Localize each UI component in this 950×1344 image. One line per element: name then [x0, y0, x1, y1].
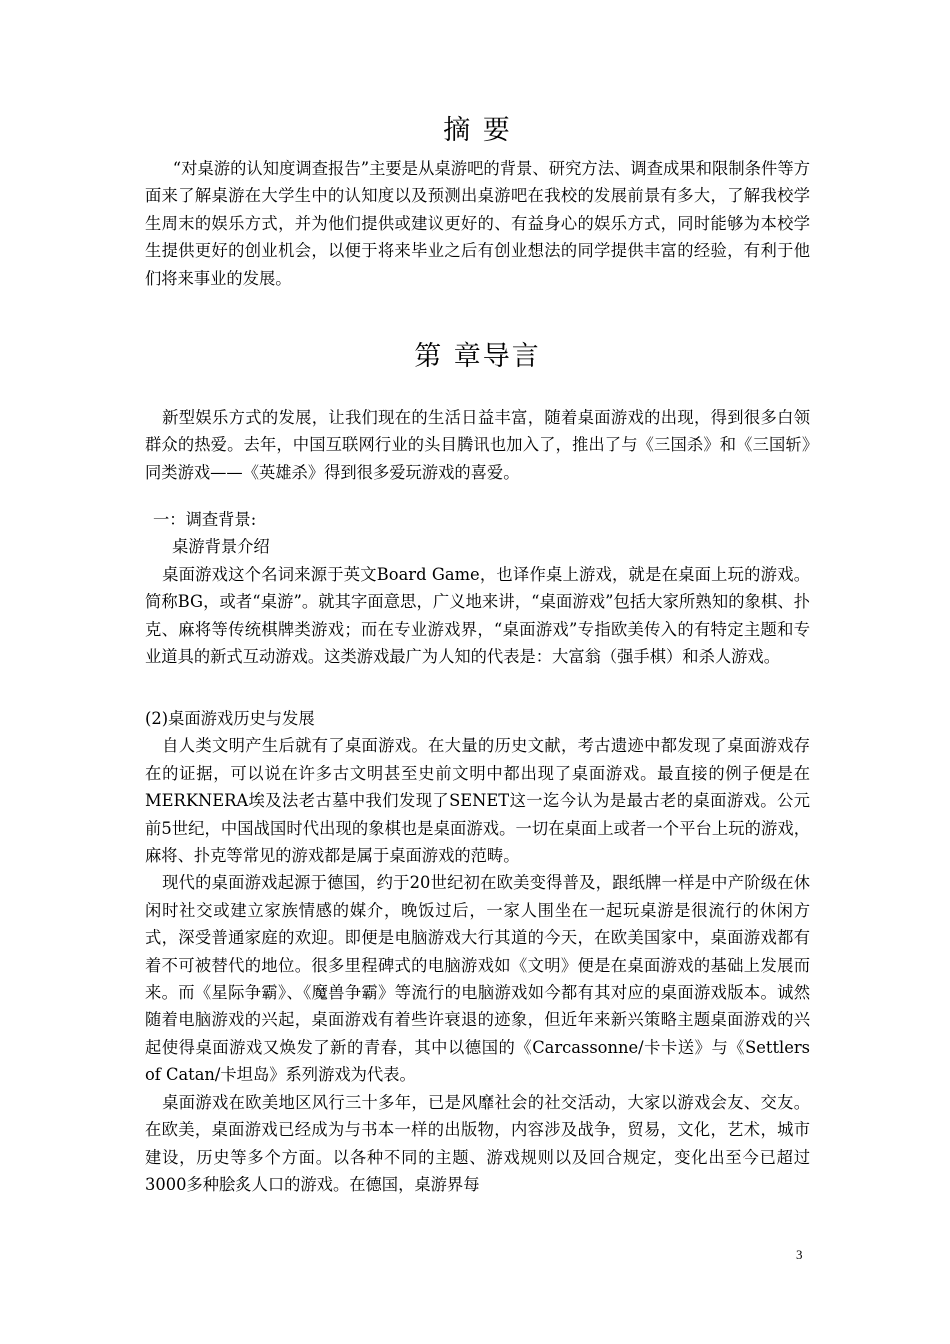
section-2-paragraph-3: 桌面游戏在欧美地区风行三十多年，已是风靡社会的社交活动，大家以游戏会友、交友。在欧美，桌面游戏已经成为与书本一样的出版物，内容涉及战争，贸易，文化，艺术，城市建设，历史等多个方面。以各种不同的主题、游戏规则以及回合规定，变化出至今已超过3000多种脍炙人口的游戏。在德国，桌游界每	[145, 1092, 810, 1194]
section-2	[145, 705, 810, 1198]
section-1	[145, 506, 810, 670]
abstract-title: 摘 要	[443, 115, 512, 146]
page-number: 3	[796, 1247, 803, 1262]
chapter-intro-block	[145, 404, 810, 486]
chapter-title: 第 章导言	[414, 341, 541, 372]
section-1-heading: 一：调查背景:	[153, 510, 257, 529]
abstract-body: “对桌游的认知度调查报告”主要是从桌游吧的背景、研究方法、调查成果和限制条件等方面来了解桌游在大学生中的认知度以及预测出桌游吧在我校的发展前景有多大，了解我校学生周末的娱乐方式，并为他们提供或建议更好的、有益身心的娱乐方式，同时能够为本校学生提供更好的创业机会，以便于将来毕业之后有创业想法的同学提供丰富的经验，有利于他们将来事业的发展。	[145, 159, 810, 288]
section-2-paragraph-1: 自人类文明产生后就有了桌面游戏。在大量的历史文献，考古遗迹中都发现了桌面游戏存在的证据，可以说在许多古文明甚至史前文明中都出现了桌面游戏。最直接的例子便是在MERKNERA埃及法老古墓中我们发现了SENET这一迄今认为是最古老的桌面游戏。公元前5世纪，中国战国时代出现的象棋也是桌面游戏。一切在桌面上或者一个平台上玩的游戏，麻将、扑克等常见的游戏都是属于桌面游戏的范畴。	[145, 736, 810, 866]
abstract-body-block	[145, 155, 810, 292]
section-1-body: 桌面游戏这个名词来源于英文Board Game，也译作桌上游戏，就是在桌面上玩的游戏。简称BG，或者“桌游”。就其字面意思，广义地来讲，“桌面游戏”包括大家所熟知的象棋、扑克、麻将等传统棋牌类游戏；而在专业游戏界，“桌面游戏”专指欧美传入的有特定主题和专业道具的新式互动游戏。这类游戏最广为人知的代表是：大富翁（强手棋）和杀人游戏。	[145, 564, 810, 667]
section-2-heading: (2)桌面游戏历史与发展	[145, 709, 315, 728]
section-1-subheading: 桌游背景介绍	[172, 537, 270, 557]
section-2-paragraph-2: 现代的桌面游戏起源于德国，约于20世纪初在欧美变得普及，跟纸牌一样是中产阶级在休闲时社交或建立家族情感的媒介，晚饭过后，一家人围坐在一起玩桌游是很流行的休闲方式，深受普通家庭的欢迎。即便是电脑游戏大行其道的今天，在欧美国家中，桌面游戏都有着不可被替代的地位。很多里程碑式的电脑游戏如《文明》便是在桌面游戏的基础上发展而来。而《星际争霸》、《魔兽争霸》等流行的电脑游戏如今都有其对应的桌面游戏版本。诚然随着电脑游戏的兴起，桌面游戏有着些许衰退的迹象，但近年来新兴策略主题桌面游戏的兴起使得桌面游戏又焕发了新的青春，其中以德国的《Carcassonne/卡卡送》与《Settlers of Catan/卡坦岛》系列游戏为代表。	[145, 873, 810, 1085]
chapter-intro: 新型娱乐方式的发展，让我们现在的生活日益丰富，随着桌面游戏的出现，得到很多白领群众的热爱。去年，中国互联网行业的头目腾讯也加入了，推出了与《三国杀》和《三国斩》同类游戏——《英雄杀》得到很多爱玩游戏的喜爱。	[145, 408, 810, 482]
